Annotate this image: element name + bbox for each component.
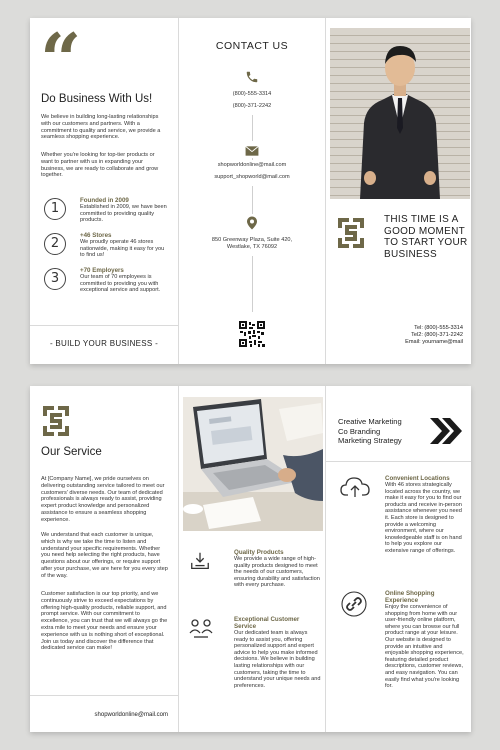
panel-marketing xyxy=(326,386,471,732)
cover-headline: THIS TIME IS A GOOD MOMENT TO START YOUR BUSINESS xyxy=(384,214,468,260)
brochure-outside xyxy=(30,18,471,364)
mail-icon xyxy=(245,144,259,156)
brochure-inside xyxy=(30,386,471,732)
brand-logo-icon xyxy=(336,216,366,250)
panel1-footer: - BUILD YOUR BUSINESS - xyxy=(49,339,159,348)
feature-title: Convenient Locations xyxy=(385,475,450,482)
service-title: Our Service xyxy=(41,446,102,458)
businessman-photo xyxy=(330,28,470,199)
qr-code xyxy=(239,321,265,347)
quote-mark-icon: “ xyxy=(40,17,82,102)
phone-icon xyxy=(245,70,259,84)
email-2: support_shopworld@mail.com xyxy=(214,174,290,180)
panel1-intro-1: We believe in building long-lasting relationships with our customers and partners. With a commitment to quality and service, we provide a seamless shopping experience. xyxy=(41,114,161,141)
feature-body: Established in 2009, we have been committed to providing quality products. xyxy=(80,204,167,224)
feature-title: Quality Products xyxy=(234,549,284,556)
link-chain-icon xyxy=(341,591,367,617)
phone-1: (800)-555-3314 xyxy=(232,91,272,97)
feature-body: Our dedicated team is always ready to assist you, offering personalized support and expert advice to help you make informed decisions. We believe in building lasting relationships with our customers, taking the time to understand your unique needs and preferences. xyxy=(234,630,321,689)
panel-cover xyxy=(326,18,471,364)
panel-do-business xyxy=(30,18,178,364)
service-footer-email: shopworldonline@mail.com xyxy=(94,712,168,718)
feature-body: Enjoy the convenience of shopping from home with our user-friendly online platform, where you can browse our full product range at your leisure. Our website is designed to provide an intuitive and enjoyable shopping experience, featuring detailed product descriptions, customer reviews, and easy navigation. You can easily find what you're looking for. xyxy=(385,604,464,690)
service-para-3: Customer satisfaction is our top priority, and we continuously strive to exceed expectations by offering high-quality products, reliable support, and prompt service. With our commitment to excellence, you can trust that we will always go the extra mile to meet your needs and ensure your experience with us is nothing short of exceptional. Join us today and discover the difference that dedicated service can make! xyxy=(41,591,168,652)
feature-item xyxy=(44,268,170,308)
panel-products xyxy=(179,386,325,732)
location-icon xyxy=(246,216,258,230)
email-1: shopworldonline@mail.com xyxy=(217,162,287,168)
brand-logo-icon xyxy=(41,404,71,438)
feature-title: Online Shopping Experience xyxy=(385,590,435,604)
feature-title: Founded in 2009 xyxy=(80,197,129,204)
address-line-1: 850 Greenway Plaza, Suite 420, xyxy=(211,237,293,243)
laptop-photo xyxy=(183,397,323,531)
double-chevron-right-icon xyxy=(428,418,462,444)
address-line-2: Westlake, TX 76092 xyxy=(226,244,278,250)
cover-tel2: Tel2: (800)-371-2242 xyxy=(411,331,463,338)
feature-body: We provide a wide range of high-quality products designed to meet the needs of our customers, ensuring durability and satisfaction with every purchase. xyxy=(234,556,320,589)
feature-title: Exceptional Customer Service xyxy=(234,616,300,630)
panel-our-service xyxy=(30,386,178,732)
download-box-icon xyxy=(189,550,211,572)
marketing-title-line-3: Marketing Strategy xyxy=(338,436,402,445)
feature-item xyxy=(44,233,170,268)
phone-2: (800)-371-2242 xyxy=(232,103,272,109)
service-para-2: We understand that each customer is unique, which is why we take the time to listen and understand your specific requirements. Whether you need help selecting the right products, have questions about our offerings, or require support after your purchase, we are here for you every step of the way. xyxy=(41,532,168,579)
feature-body: We proudly operate 46 stores nationwide, making it easy for you to find us! xyxy=(80,239,165,259)
panel-contact xyxy=(179,18,325,364)
feature-body: Our team of 70 employees is committed to providing you with exceptional service and support. xyxy=(80,274,161,294)
marketing-title-line-1: Creative Marketing xyxy=(338,417,402,426)
feature-body: With 46 stores strategically located across the country, we make it easy for you to find our products and receive in-person assistance whenever you need it. Each store is designed to provide a welcoming environment, where our knowledgeable staff is on hand to help you explore our extensive range of offerings. xyxy=(385,482,462,554)
service-para-1: At [Company Name], we pride ourselves on delivering outstanding service tailored to meet our customers' diverse needs. Our team of dedicated professionals is always ready to assist, providing expert product knowledge and personalized assistance to ensure a seamless shopping experience. xyxy=(41,476,165,523)
team-people-icon xyxy=(189,618,213,640)
feature-title: +46 Stores xyxy=(80,232,112,239)
number-circle: 1 xyxy=(44,198,66,220)
panel1-title: Do Business With Us! xyxy=(41,93,153,105)
cover-email: Email: yourname@mail xyxy=(405,338,463,345)
marketing-title-line-2: Co Branding xyxy=(338,426,381,436)
cloud-upload-icon xyxy=(340,476,370,498)
cover-tel: Tel: (800)-555-3314 xyxy=(414,325,463,331)
feature-title: +70 Employers xyxy=(80,267,124,274)
feature-list xyxy=(44,198,170,308)
feature-item xyxy=(44,198,170,233)
number-circle: 2 xyxy=(44,233,66,255)
panel1-intro-2: Whether you're looking for top-tier products or want to partner with us in expanding your business, we are ready to collaborate and grow together. xyxy=(41,152,159,179)
contact-title: CONTACT US xyxy=(215,40,289,52)
number-circle: 3 xyxy=(44,268,66,290)
